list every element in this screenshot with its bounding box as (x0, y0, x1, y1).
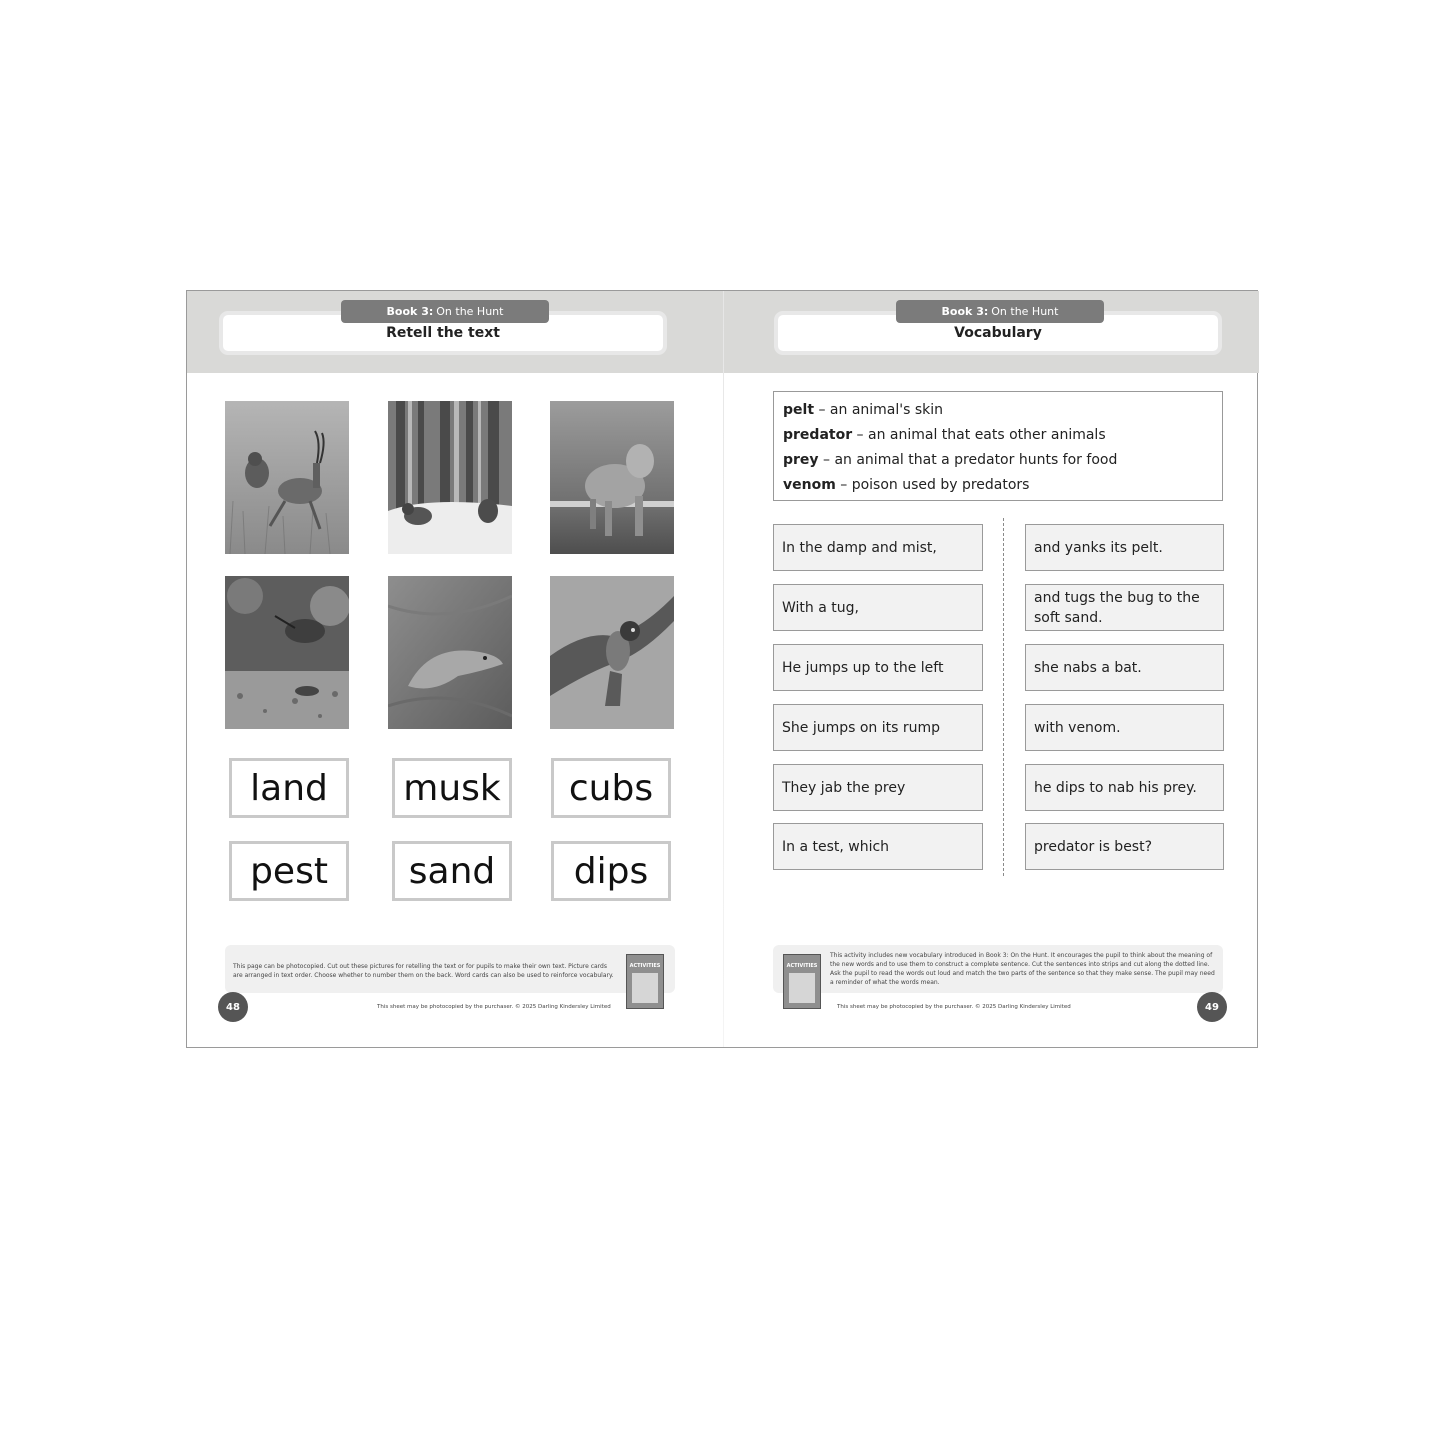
falcon-photo (550, 576, 674, 729)
sentence-end-strip: with venom. (1025, 704, 1224, 751)
sentence-start-strip: He jumps up to the left (773, 644, 983, 691)
frog-bug-photo (225, 576, 349, 729)
word-card-sand: sand (392, 841, 512, 901)
vocab-entry: prey – an animal that a predator hunts for food (783, 452, 1118, 468)
vocab-entry: pelt – an animal's skin (783, 402, 944, 418)
worksheet-spread (186, 290, 1258, 1048)
right-book-cover-thumbnail (783, 954, 821, 1009)
sentence-end-strip: she nabs a bat. (1025, 644, 1224, 691)
right-book-subtitle: On the Hunt (991, 305, 1059, 318)
sentence-end-strip: and yanks its pelt. (1025, 524, 1224, 571)
left-book-label: Book 3: (386, 305, 434, 318)
sentence-start-strip: They jab the prey (773, 764, 983, 811)
sentence-end-strip: and tugs the bug to the soft sand. (1025, 584, 1224, 631)
antelope-cheetah-photo (225, 401, 349, 554)
right-book-label: Book 3: (941, 305, 989, 318)
left-page-title: Retell the text (219, 311, 667, 355)
left-teacher-note (225, 945, 675, 993)
left-book-tab (341, 300, 549, 323)
left-cover-label: ACTIVITIES (629, 963, 661, 969)
word-card-musk: musk (392, 758, 512, 818)
lizard-sand-photo (388, 576, 512, 729)
left-book-subtitle: On the Hunt (436, 305, 504, 318)
right-page-title: Vocabulary (774, 311, 1222, 355)
wolves-snow-photo (388, 401, 512, 554)
right-teacher-note (773, 945, 1223, 993)
word-card-cubs: cubs (551, 758, 671, 818)
left-note-text: This page can be photocopied. Cut out these pictures for retelling the text or for pupils to make their own text. Picture cards are arranged in text order. Choose whether to number them on the back. Word cards can also be used to reinforce vocabulary. (233, 963, 614, 979)
left-copyright: This sheet may be photocopied by the purchaser. © 2025 Darling Kindersley Limited (377, 1004, 611, 1010)
sentence-end-strip: he dips to nab his prey. (1025, 764, 1224, 811)
sentence-start-strip: In the damp and mist, (773, 524, 983, 571)
left-book-cover-thumbnail (626, 954, 664, 1009)
cut-line (1003, 518, 1004, 876)
left-page-number: 48 (218, 992, 248, 1022)
lioness-photo (550, 401, 674, 554)
right-book-tab (896, 300, 1104, 323)
vocabulary-box (773, 391, 1223, 501)
page-gutter (723, 291, 724, 1047)
right-cover-label: ACTIVITIES (786, 963, 818, 969)
right-note-text: This activity includes new vocabulary introduced in Book 3: On the Hunt. It encourages the pupil to think about the meaning of the new words and to use them to construct a complete sentence. Cut the sentences into strips and cut along the dotted line. Ask the pupil to read the words out loud and match the two parts of the sentence so that they make sense. The pupil may need a reminder of what the words mean. (830, 952, 1215, 986)
sentence-end-strip: predator is best? (1025, 823, 1224, 870)
vocab-entry: venom – poison used by predators (783, 477, 1030, 493)
word-card-land: land (229, 758, 349, 818)
sentence-start-strip: With a tug, (773, 584, 983, 631)
sentence-start-strip: She jumps on its rump (773, 704, 983, 751)
right-page-number: 49 (1197, 992, 1227, 1022)
right-copyright: This sheet may be photocopied by the purchaser. © 2025 Darling Kindersley Limited (837, 1004, 1071, 1010)
word-card-pest: pest (229, 841, 349, 901)
word-card-dips: dips (551, 841, 671, 901)
vocab-entry: predator – an animal that eats other animals (783, 427, 1106, 443)
sentence-start-strip: In a test, which (773, 823, 983, 870)
